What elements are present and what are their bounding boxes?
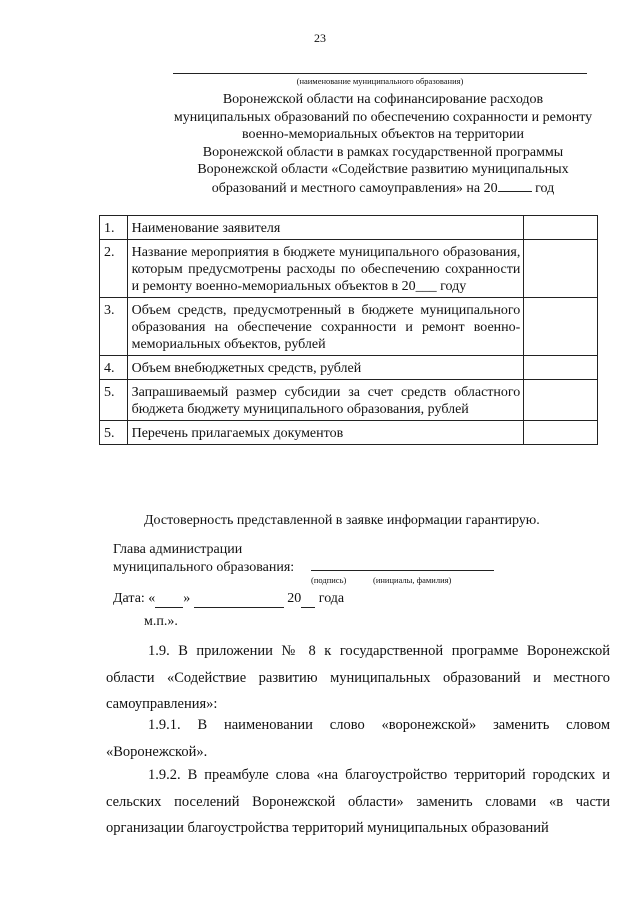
table-row [100,380,598,421]
municipality-name-line [173,73,587,74]
heading-line: Воронежской области на софинансирование расходов [222,92,544,107]
day-blank [155,591,183,608]
heading-line-year [150,179,616,198]
municipality-name-caption: (наименование муниципального образования) [296,76,464,86]
heading-line: Воронежской области «Содействие развитию муниципальных [197,162,569,178]
row-value-cell [524,380,598,421]
table-row [100,356,598,380]
year-blank [301,591,315,608]
row-label: Объем средств, предусмотренный в бюджете муниципального образования на обеспечение сохранности и ремонт военно-мемориальных объектов, рублей [127,298,524,356]
paragraph-1-9: 1.9. В приложении № 8 к государственной программе Воронежской области «Содействие развитию муниципальных образований и местного самоуправления»: [106,643,610,712]
row-value-cell [524,298,598,356]
row-number: 3. [100,298,128,356]
heading-year-prefix: образований и местного самоуправления» на 20 [211,180,498,196]
row-label: Запрашиваемый размер субсидии за счет средств областного бюджета бюджету муниципального образования, рублей [127,380,524,421]
signatory-block [113,541,294,576]
table-row [100,421,598,445]
application-heading [150,91,616,198]
page-number: 23 [314,31,326,45]
heading-line: Воронежской области в рамках государственной программы [202,144,564,160]
row-value-cell [524,216,598,240]
table-row [100,240,598,298]
paragraph-1-9-2: 1.9.2. В преамбуле слова «на благоустройство территорий городских и сельских поселений Воронежской области» заменить словами «в части организации благоустройства территорий муниципальных образований [106,767,610,836]
heading-year-suffix: год [531,180,555,196]
row-label: Объем внебюджетных средств, рублей [127,356,524,380]
signatory-title-continued: муниципального образования: [113,559,295,575]
heading-line: военно-мемориальных объектов на территории [242,127,524,143]
stamp-place: м.п.». [144,614,178,629]
table-row [100,216,598,240]
row-value-cell [524,240,598,298]
signature-caption: (подпись) [311,575,347,585]
paragraph-1-9-1: 1.9.1. В наименовании слово «воронежской» заменить словом «Воронежской». [106,717,610,760]
row-number: 5. [100,380,128,421]
date-century: 20 [287,591,302,606]
row-label: Перечень прилагаемых документов [127,421,524,445]
date-suffix: года [315,591,345,606]
year-blank [498,179,532,192]
date-label: Дата: « [113,591,156,606]
table-row [100,298,598,356]
heading-line: муниципальных образований по обеспечению сохранности и ремонту [173,109,593,125]
row-number: 5. [100,421,128,445]
signature-captions [311,575,451,585]
date-line [113,591,344,608]
application-form-table [99,215,598,445]
signature-line [311,570,494,571]
row-value-cell [524,356,598,380]
date-quote-close: » [183,591,191,606]
row-value-cell [524,421,598,445]
guarantee-statement: Достоверность представленной в заявке информации гарантирую. [144,513,540,528]
row-number: 4. [100,356,128,380]
row-label: Название мероприятия в бюджете муниципального образования, которым предусмотрены расходы по обеспечению сохранности и ремонту военно-мемориальных объектов в 20___ году [127,240,524,298]
name-caption: (инициалы, фамилия) [373,575,452,585]
row-number: 2. [100,240,128,298]
row-label: Наименование заявителя [127,216,524,240]
month-blank [194,591,284,608]
signatory-title: Глава администрации [113,542,243,557]
row-number: 1. [100,216,128,240]
